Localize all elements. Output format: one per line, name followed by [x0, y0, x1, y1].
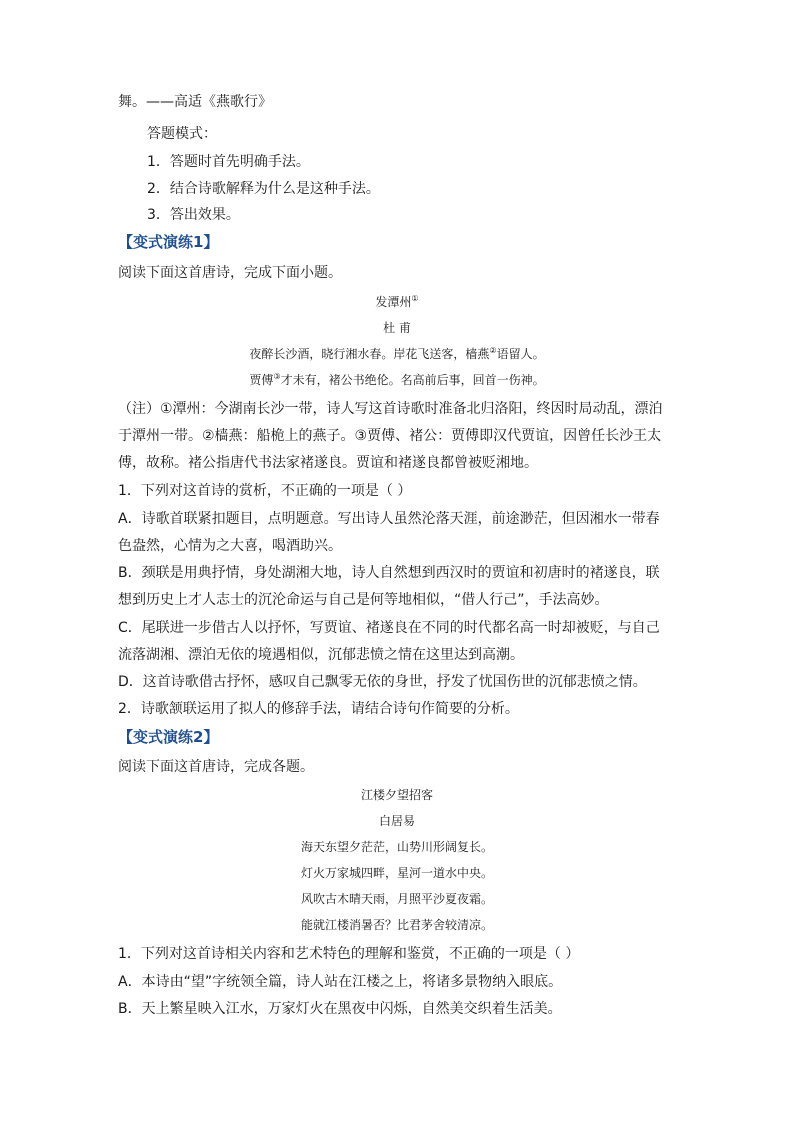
poem-1-note: （注）①潭州：今湖南长沙一带，诗人写这首诗歌时准备北归洛阳，终因时局动乱，漂泊 [118, 401, 663, 417]
poem-1-line: 贾傅③才未有，褚公书绝伦。名高前后事，回首一伤神。 [249, 372, 545, 387]
option-a: A．本诗由“望”字统领全篇，诗人站在江楼之上，将诸多景物纳入眼底。 [118, 974, 563, 990]
exercise-1-heading: 【变式演练1】 [118, 233, 219, 251]
option-b: B．天上繁星映入江水，万家灯火在黑夜中闪烁，自然美交织着生活美。 [118, 1001, 562, 1017]
poem-2-title: 江楼夕望招客 [360, 788, 433, 802]
option-d: D．这首诗歌借古抒怀，感叹自己飘零无依的身世，抒发了忧国伤世的沉郁悲愤之情。 [118, 674, 647, 690]
poem-2-line: 风吹古木晴天雨，月照平沙夏夜霜。 [300, 892, 493, 906]
option-b-cont: 想到历史上才人志士的沉沦命运与自己是何等地相似，“借人行己”，手法高妙。 [118, 592, 609, 608]
option-c: C．尾联进一步借古人以抒怀，写贾谊、褚遂良在不同的时代都名高一时却被贬，与自己 [118, 620, 660, 636]
option-b: B．颈联是用典抒情，身处湖湘大地，诗人自然想到西汉时的贾谊和初唐时的褚遂良，联 [118, 565, 660, 581]
option-c-cont: 流落湖湘、漂泊无依的境遇相似，沉郁悲愤之情在这里达到高潮。 [118, 647, 524, 663]
question-2: 2．诗歌颔联运用了拟人的修辞手法，请结合诗句作简要的分析。 [118, 701, 519, 717]
poem-1-note: 于潭州一带。②樯燕：船桅上的燕子。③贾傅、褚公：贾傅即汉代贾谊，因曾任长沙王太 [118, 428, 662, 444]
question-1: 1．下列对这首诗相关内容和艺术特色的理解和鉴赏，不正确的一项是（ ） [118, 946, 580, 962]
poem-2-line: 灯火万家城四畔，星河一道水中央。 [300, 866, 493, 880]
exercise-2-instruction: 阅读下面这首唐诗，完成各题。 [118, 759, 314, 775]
option-a: A．诗歌首联紧扣题目，点明题意。写出诗人虽然沦落天涯，前途渺茫，但因湘水一带春 [118, 511, 660, 527]
poem-1-line: 夜醉长沙酒，晓行湘水春。岸花飞送客，樯燕②语留人。 [249, 346, 545, 361]
option-a-cont: 色盎然，心情为之大喜，喝酒助兴。 [118, 538, 342, 554]
poem-1-title: 发潭州① [375, 294, 419, 309]
poem-2-line: 能就江楼消暑否？比君茅舍较清凉。 [300, 918, 493, 932]
question-1: 1．下列对这首诗的赏析，不正确的一项是（ ） [118, 483, 412, 499]
poem-2-author: 白居易 [378, 814, 415, 828]
answer-step: 2．结合诗歌解释为什么是这种手法。 [147, 181, 380, 197]
answer-step: 3．答出效果。 [147, 207, 240, 223]
poem-2-line: 海天东望夕茫茫，山势川形阔复长。 [300, 840, 493, 854]
poem-1-note: 傅，故称。褚公指唐代书法家褚遂良。贾谊和褚遂良都曾被贬湘地。 [118, 455, 538, 471]
answer-pattern-title: 答题模式： [147, 126, 217, 142]
exercise-1-instruction: 阅读下面这首唐诗，完成下面小题。 [118, 265, 342, 281]
exercise-2-heading: 【变式演练2】 [118, 728, 219, 746]
poem-1-author: 杜 甫 [383, 321, 411, 335]
answer-step: 1．答题时首先明确手法。 [147, 154, 310, 170]
intro-line: 舞。——高适《燕歌行》 [118, 94, 272, 110]
